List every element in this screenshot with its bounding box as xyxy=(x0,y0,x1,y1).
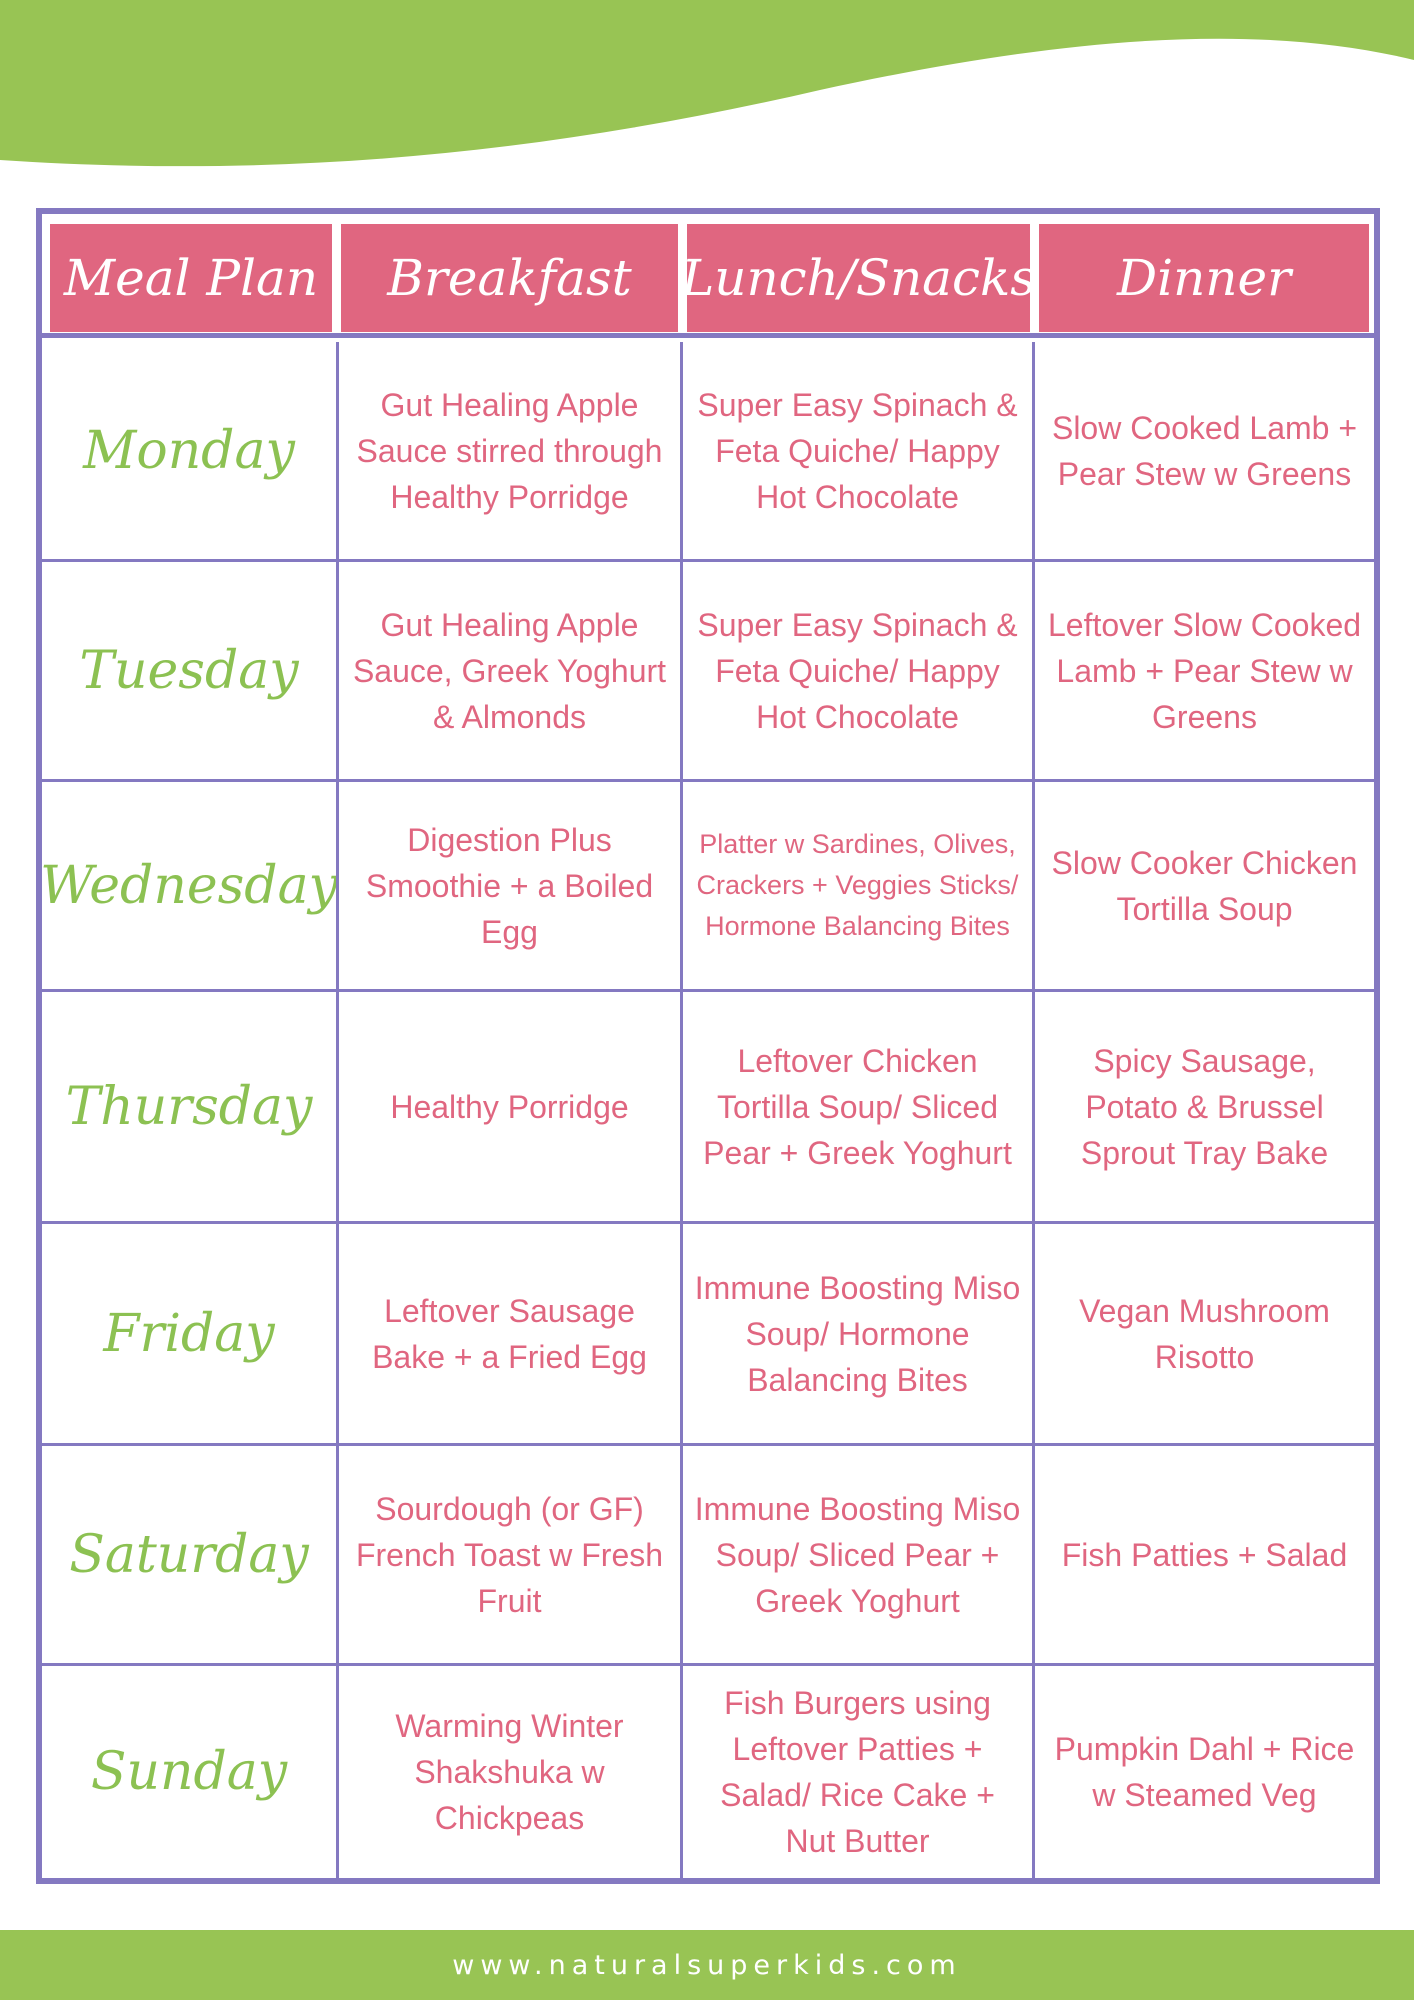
lunch-cell xyxy=(680,1446,1032,1663)
dinner-cell xyxy=(1032,1666,1374,1878)
table-row xyxy=(42,992,1374,1224)
meal-plan-table xyxy=(36,208,1380,1884)
dinner-cell xyxy=(1032,1224,1374,1443)
header-breakfast: Breakfast xyxy=(341,224,678,332)
dinner-cell xyxy=(1032,782,1374,989)
dinner-cell xyxy=(1032,1446,1374,1663)
table-row xyxy=(42,562,1374,782)
breakfast-text: Gut Healing Apple Sauce, Greek Yoghurt & Almonds xyxy=(352,606,667,735)
day-cell xyxy=(42,1224,336,1443)
dinner-text: Vegan Mushroom Risotto xyxy=(1079,1292,1330,1375)
dinner-cell xyxy=(1032,562,1374,779)
breakfast-text: Sourdough (or GF) French Toast w Fresh Fruit xyxy=(355,1490,664,1619)
day-label: Monday xyxy=(83,420,295,481)
breakfast-cell xyxy=(336,782,680,989)
lunch-cell xyxy=(680,992,1032,1221)
footer-url[interactable]: www.naturalsuperkids.com xyxy=(452,1949,962,1981)
lunch-cell xyxy=(680,782,1032,989)
breakfast-text: Warming Winter Shakshuka w Chickpeas xyxy=(395,1708,624,1836)
breakfast-text: Digestion Plus Smoothie + a Boiled Egg xyxy=(365,821,654,950)
day-label: Friday xyxy=(103,1303,275,1364)
header-meal-plan: Meal Plan xyxy=(50,224,332,332)
lunch-cell xyxy=(680,562,1032,779)
dinner-text: Slow Cooked Lamb + Pear Stew w Greens xyxy=(1051,409,1358,492)
breakfast-cell xyxy=(336,992,680,1221)
lunch-text: Immune Boosting Miso Soup/ Hormone Balancing Bites xyxy=(694,1269,1021,1398)
table-body xyxy=(42,342,1374,1878)
lunch-text: Leftover Chicken Tortilla Soup/ Sliced Pear + Greek Yoghurt xyxy=(703,1042,1012,1171)
breakfast-cell xyxy=(336,1446,680,1663)
day-cell xyxy=(42,342,336,559)
top-wave-decoration xyxy=(0,0,1414,180)
dinner-text: Fish Patties + Salad xyxy=(1061,1536,1348,1573)
breakfast-cell xyxy=(336,342,680,559)
lunch-text: Platter w Sardines, Olives, Crackers + Veggies Sticks/ Hormone Balancing Bites xyxy=(696,829,1019,941)
lunch-cell xyxy=(680,1666,1032,1878)
breakfast-cell xyxy=(336,1224,680,1443)
dinner-cell xyxy=(1032,342,1374,559)
day-cell xyxy=(42,782,336,989)
day-label: Thursday xyxy=(65,1076,313,1137)
dinner-cell xyxy=(1032,992,1374,1221)
breakfast-text: Healthy Porridge xyxy=(390,1088,629,1125)
header-dinner: Dinner xyxy=(1039,224,1369,332)
dinner-text: Slow Cooker Chicken Tortilla Soup xyxy=(1051,844,1358,927)
header-lunch-snacks: Lunch/Snacks xyxy=(687,224,1030,332)
day-label: Saturday xyxy=(69,1524,309,1585)
day-label: Wednesday xyxy=(40,855,338,916)
table-row xyxy=(42,1446,1374,1666)
day-label: Sunday xyxy=(90,1742,288,1802)
day-label: Tuesday xyxy=(79,640,299,701)
lunch-text: Immune Boosting Miso Soup/ Sliced Pear + Greek Yoghurt xyxy=(694,1490,1021,1619)
lunch-cell xyxy=(680,342,1032,559)
lunch-text: Super Easy Spinach & Feta Quiche/ Happy Hot Chocolate xyxy=(697,606,1018,735)
table-row xyxy=(42,782,1374,992)
table-row xyxy=(42,1666,1374,1878)
lunch-text: Super Easy Spinach & Feta Quiche/ Happy Hot Chocolate xyxy=(697,386,1018,515)
day-cell xyxy=(42,562,336,779)
table-row xyxy=(42,342,1374,562)
lunch-text: Fish Burgers using Leftover Patties + Salad/ Rice Cake + Nut Butter xyxy=(720,1685,995,1859)
breakfast-cell xyxy=(336,562,680,779)
breakfast-text: Leftover Sausage Bake + a Fried Egg xyxy=(372,1292,647,1375)
footer-bar xyxy=(0,1930,1414,2000)
table-row xyxy=(42,1224,1374,1446)
dinner-text: Pumpkin Dahl + Rice w Steamed Veg xyxy=(1054,1731,1355,1813)
day-cell xyxy=(42,1446,336,1663)
breakfast-cell xyxy=(336,1666,680,1878)
day-cell xyxy=(42,992,336,1221)
day-cell xyxy=(42,1666,336,1878)
table-header-row xyxy=(42,214,1374,338)
dinner-text: Leftover Slow Cooked Lamb + Pear Stew w Greens xyxy=(1047,606,1362,735)
dinner-text: Spicy Sausage, Potato & Brussel Sprout Tray Bake xyxy=(1080,1042,1329,1171)
lunch-cell xyxy=(680,1224,1032,1443)
breakfast-text: Gut Healing Apple Sauce stirred through Healthy Porridge xyxy=(356,386,663,515)
